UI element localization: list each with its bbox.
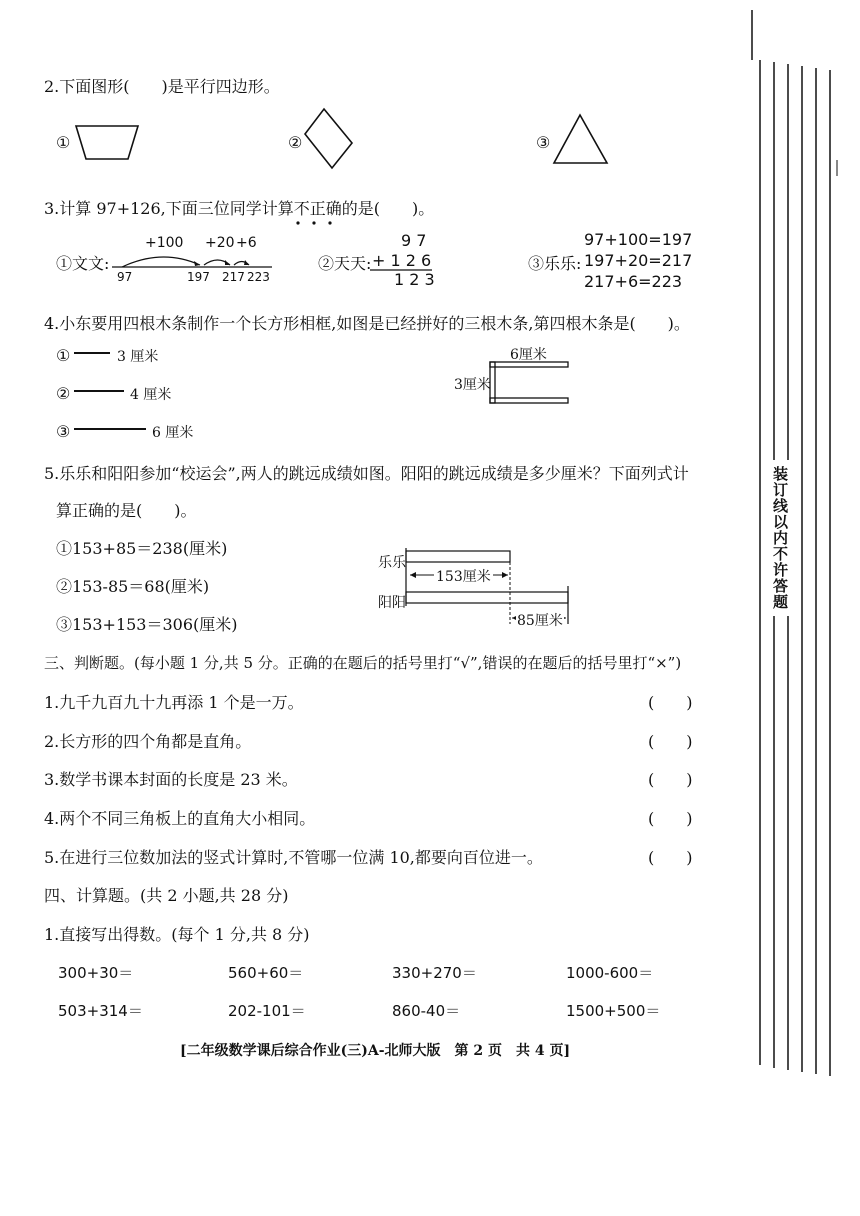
parallelogram-shape (302, 106, 358, 172)
q5-option-1: ①153+85＝238(厘米) (56, 539, 228, 558)
jump-name-lele: 乐乐 (378, 555, 406, 571)
q5-title-line1: 5.乐乐和阳阳参加“校运会”,两人的跳远成绩如图。阳阳的跳远成绩是多少厘米？下面列式计 (44, 464, 689, 483)
frame-top-label: 6厘米 (510, 347, 547, 363)
q4-option-3-label: ③ (56, 422, 71, 441)
judge-item-2: 2.长方形的四个角都是直角。 (44, 732, 252, 751)
judge-item-3: 3.数学书课本封面的长度是 23 米。 (44, 770, 298, 789)
binding-notice: 装订线以内不许答题 (770, 460, 791, 616)
q4-option-1-label: ① (56, 346, 71, 365)
q2-option-3-label: ③ (536, 133, 551, 152)
answer-blank-4[interactable]: ( ) (648, 809, 693, 828)
q4-option-2-length: 4 厘米 (130, 387, 172, 403)
number-line (112, 250, 278, 272)
tick-223: 223 (247, 270, 270, 284)
tick-97: 97 (117, 270, 133, 284)
section4-title: 四、计算题。(共 2 小题,共 28 分) (44, 886, 289, 905)
vertical-calc-result: 1 2 3 (394, 270, 435, 289)
section3-title: 三、判断题。(每小题 1 分,共 5 分。正确的在题后的括号里打“√”,错误的在题后的括号里打“×”) (44, 654, 682, 672)
q3-option-3-label: ③乐乐: (528, 254, 582, 273)
judge-item-5: 5.在进行三位数加法的竖式计算时,不管哪一位满 10,都要向百位进一。 (44, 848, 543, 867)
q2-option-2-label: ② (288, 133, 303, 152)
q3-opt3-line2: 197+20=217 (584, 251, 693, 270)
tick-197: 197 (187, 270, 210, 284)
q3-option-1-label: ①文文: (56, 254, 110, 273)
q4-option-3-length: 6 厘米 (152, 425, 194, 441)
binding-lines (748, 0, 860, 1090)
q3-title: 3.计算 97+126,下面三位同学计算不正确的是( )。 (44, 199, 435, 218)
vertical-calc-mid: + 1 2 6 (372, 251, 432, 270)
answer-blank-5[interactable]: ( ) (648, 848, 693, 867)
stick-3cm (74, 350, 114, 356)
q2-title: 2.下面图形( )是平行四边形。 (44, 77, 280, 96)
calc-item: 1500+500＝ (566, 1002, 661, 1020)
q5-option-2: ②153-85＝68(厘米) (56, 577, 210, 596)
q4-title: 4.小东要用四根木条制作一个长方形相框,如图是已经拼好的三根木条,第四根木条是( )。 (44, 314, 690, 333)
q3-option-2-label: ②天天: (318, 254, 372, 273)
q4-option-1-length: 3 厘米 (117, 349, 159, 365)
calc-item: 1000-600＝ (566, 964, 654, 982)
arc-label-6: +6 (236, 235, 257, 251)
tick-217: 217 (222, 270, 245, 284)
calc-item: 300+30＝ (58, 964, 134, 982)
calc-item: 503+314＝ (58, 1002, 143, 1020)
q3-opt3-line3: 217+6=223 (584, 272, 683, 291)
q2-option-1-label: ① (56, 133, 71, 152)
stick-6cm (74, 426, 150, 432)
triangle-shape (552, 112, 612, 166)
judge-item-1: 1.九千九百九十九再添 1 个是一万。 (44, 693, 304, 712)
q5-option-3: ③153+153＝306(厘米) (56, 615, 238, 634)
q5-title-line2: 算正确的是( )。 (56, 501, 197, 520)
jump-length-153: 153厘米 (434, 566, 493, 586)
answer-blank-2[interactable]: ( ) (648, 732, 693, 751)
emphasis-dots (284, 220, 344, 226)
arc-label-100: +100 (145, 235, 184, 251)
frame-figure (488, 360, 572, 406)
judge-item-4: 4.两个不同三角板上的直角大小相同。 (44, 809, 316, 828)
frame-left-label: 3厘米 (454, 377, 491, 393)
trapezoid-shape (74, 124, 144, 162)
q4-option-2-label: ② (56, 384, 71, 403)
stick-4cm (74, 388, 128, 394)
jump-name-yangyang: 阳阳 (378, 595, 406, 611)
calc-item: 330+270＝ (392, 964, 477, 982)
answer-blank-1[interactable]: ( ) (648, 693, 693, 712)
answer-blank-3[interactable]: ( ) (648, 770, 693, 789)
calc-item: 202-101＝ (228, 1002, 306, 1020)
jump-length-85: 85厘米 (516, 610, 564, 630)
calc-item: 860-40＝ (392, 1002, 461, 1020)
arc-label-20: +20 (205, 235, 235, 251)
q3-opt3-line1: 97+100=197 (584, 230, 693, 249)
calc-item: 560+60＝ (228, 964, 304, 982)
page-footer: [二年级数学课后综合作业(三)A-北师大版 第 2 页 共 4 页] (180, 1043, 571, 1059)
vertical-calc-top: 9 7 (401, 231, 427, 250)
section4-sub1: 1.直接写出得数。(每个 1 分,共 8 分) (44, 925, 310, 944)
